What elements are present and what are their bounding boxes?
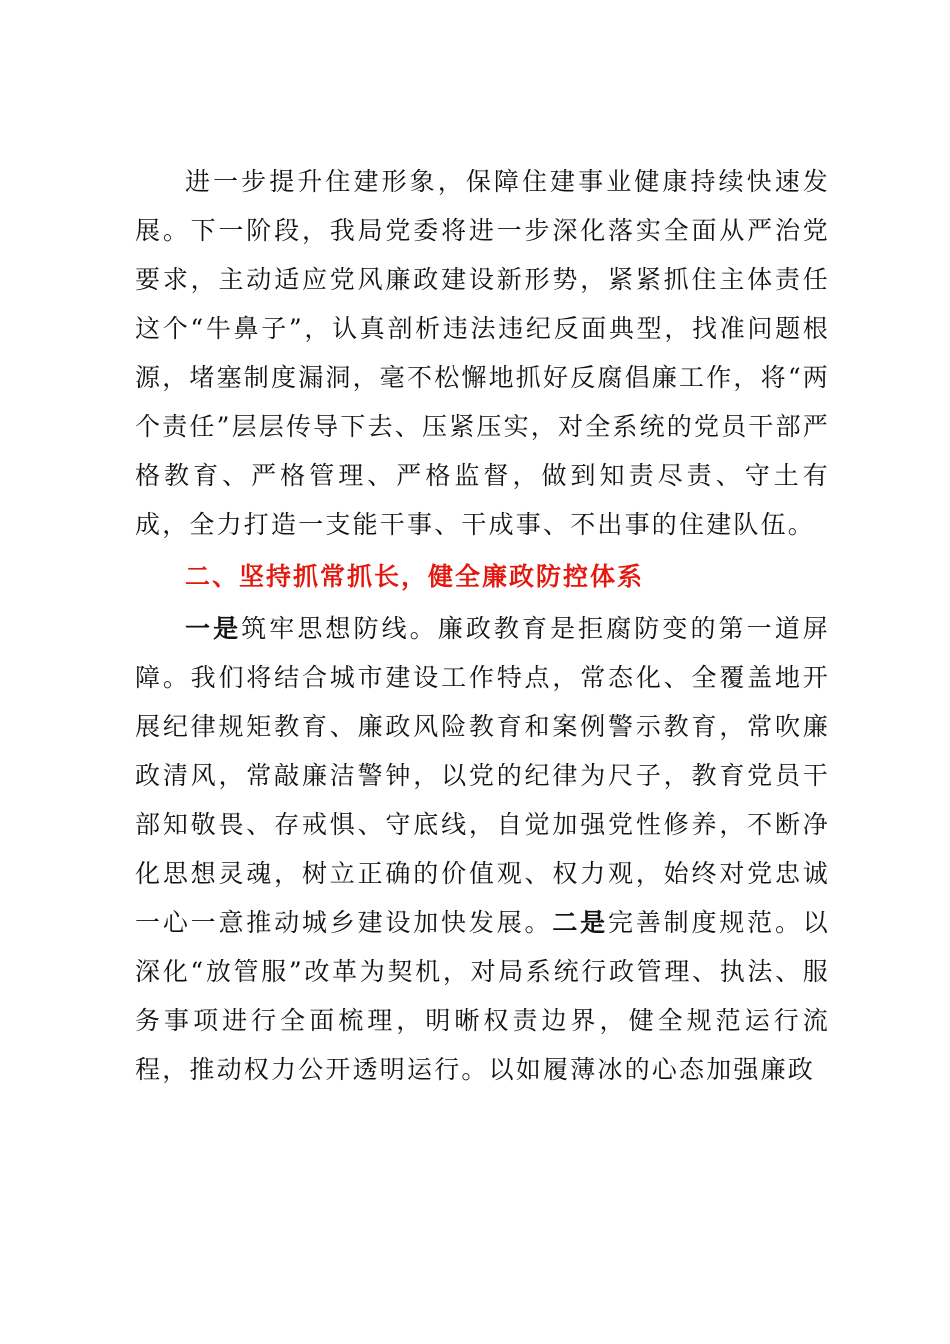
section-heading: 二、坚持抓常抓长，健全廉政防控体系	[185, 562, 645, 591]
body-paragraph-1	[135, 157, 830, 549]
document-body	[135, 157, 830, 1094]
body-paragraph-2	[135, 604, 830, 1094]
paragraph-2-text-1: 筑牢思想防线。廉政教育是拒腐防变的第一道屏障。我们将结合城市建设工作特点，常态化、全覆盖地开展纪律规矩教育、廉政风险教育和案例警示教育，常吹廉政清风，常敲廉洁警钟，以党的纪律为尺子，教育党员干部知敬畏、存戒惧、守底线，自觉加强党性修养，不断净化思想灵魂，树立正确的价值观、权力观，始终对党忠诚一心一意推动城乡建设加快发展。	[135, 614, 831, 937]
paragraph-1-text: 进一步提升住建形象，保障住建事业健康持续快速发展。下一阶段，我局党委将进一步深化落实全面从严治党要求，主动适应党风廉政建设新形势，紧紧抓住主体责任这个“牛鼻子”，认真剖析违法违纪反面典型，找准问题根源，堵塞制度漏洞，毫不松懈地抓好反腐倡廉工作，将“两个责任”层层传导下去、压紧压实，对全系统的党员干部严格教育、严格管理、严格监督，做到知责尽责、守土有成，全力打造一支能干事、干成事、不出事的住建队伍。	[135, 167, 830, 539]
paragraph-2-text-2: 完善制度规范。以深化“放管服”改革为契机，对局系统行政管理、执法、服务事项进行全面梳理，明晰权责边界，健全规范运行流程，推动权力公开透明运行。以如履薄冰的心态加强廉政	[135, 908, 830, 1084]
lead-marker-2: 二是	[552, 908, 609, 937]
lead-marker-1: 一是	[185, 614, 242, 643]
